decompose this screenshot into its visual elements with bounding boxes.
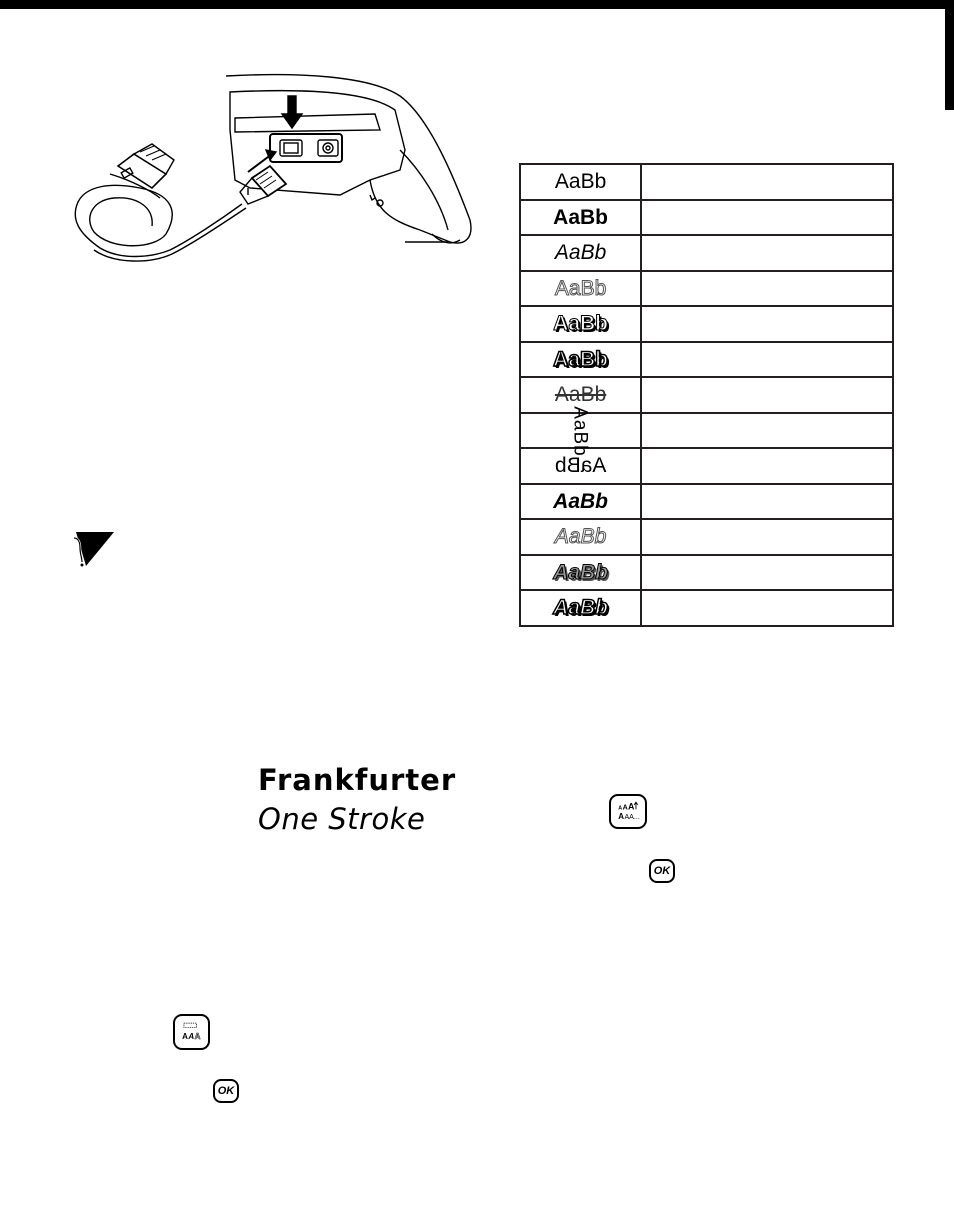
style-bold-sample: AaBb: [553, 205, 608, 229]
page-top-rule: [0, 0, 954, 9]
svg-text:A: A: [194, 1032, 201, 1042]
style-outline-sample: AaBb: [554, 276, 607, 300]
style-normal-sample: AaBb: [554, 170, 607, 194]
style-row-normal: [520, 164, 893, 200]
svg-text:A: A: [622, 803, 628, 812]
style-outline-description: [641, 271, 893, 307]
svg-text:A: A: [618, 805, 623, 812]
svg-text:A: A: [188, 1032, 195, 1042]
font-sample-one-stroke: One Stroke: [258, 802, 426, 836]
style-vertical-description: [641, 413, 893, 449]
size-key-glyph: [611, 796, 645, 827]
style-row-bold: [520, 200, 893, 236]
ok-key-icon: OK: [649, 859, 675, 883]
font-sample-frankfurter: Frankfurter: [258, 763, 457, 797]
svg-text:AA...: AA...: [624, 813, 640, 822]
style-vertical-sample: AaBb: [570, 406, 592, 457]
style-row-italic: [520, 235, 893, 271]
style-outline-italic-sample: AaBb: [554, 525, 607, 549]
style-row-mirror: [520, 448, 893, 484]
svg-text:A: A: [628, 801, 635, 812]
size-key-icon: [609, 794, 647, 829]
style-italic-description: [641, 235, 893, 271]
style-mirror-description: [641, 448, 893, 484]
style-outline-italic-description: [641, 519, 893, 555]
style-strikethrough-sample: AaBb: [554, 383, 607, 407]
style-row-outline: [520, 271, 893, 307]
style-bold-italic-description: [641, 484, 893, 520]
style-row-shadow-italic: [520, 555, 893, 591]
style-row-3d-italic: [520, 590, 893, 626]
style-shadow-italic-description: [641, 555, 893, 591]
warning-icon: [70, 528, 118, 568]
style-bold-italic-sample: AaBb: [553, 489, 608, 513]
style-row-shadow: [520, 306, 893, 342]
style-italic-sample: AaBb: [554, 241, 607, 265]
style-mirror-sample: AaBb: [554, 454, 607, 478]
style-key-glyph: [175, 1016, 208, 1048]
ok-key-icon: OK: [213, 1079, 239, 1103]
style-row-outline-italic: [520, 519, 893, 555]
style-shadow-italic-sample: AaBb: [553, 560, 608, 584]
style-row-vertical: [520, 413, 893, 449]
style-key-icon: [173, 1014, 210, 1050]
style-row-3d: [520, 342, 893, 378]
page-side-rule: [945, 0, 954, 110]
style-bold-description: [641, 200, 893, 236]
style-3d-description: [641, 342, 893, 378]
style-3d-italic-sample: AaBb: [553, 596, 608, 620]
style-strikethrough-description: [641, 377, 893, 413]
style-shadow-sample: AaBb: [553, 312, 608, 336]
style-normal-description: [641, 164, 893, 200]
style-3d-italic-description: [641, 590, 893, 626]
style-shadow-description: [641, 306, 893, 342]
text-style-table: [519, 163, 894, 627]
style-row-bold-italic: [520, 484, 893, 520]
svg-text:A: A: [182, 1032, 188, 1042]
style-3d-sample: AaBb: [553, 347, 608, 371]
svg-text:A: A: [618, 812, 625, 822]
usb-cable-illustration: [70, 70, 480, 270]
